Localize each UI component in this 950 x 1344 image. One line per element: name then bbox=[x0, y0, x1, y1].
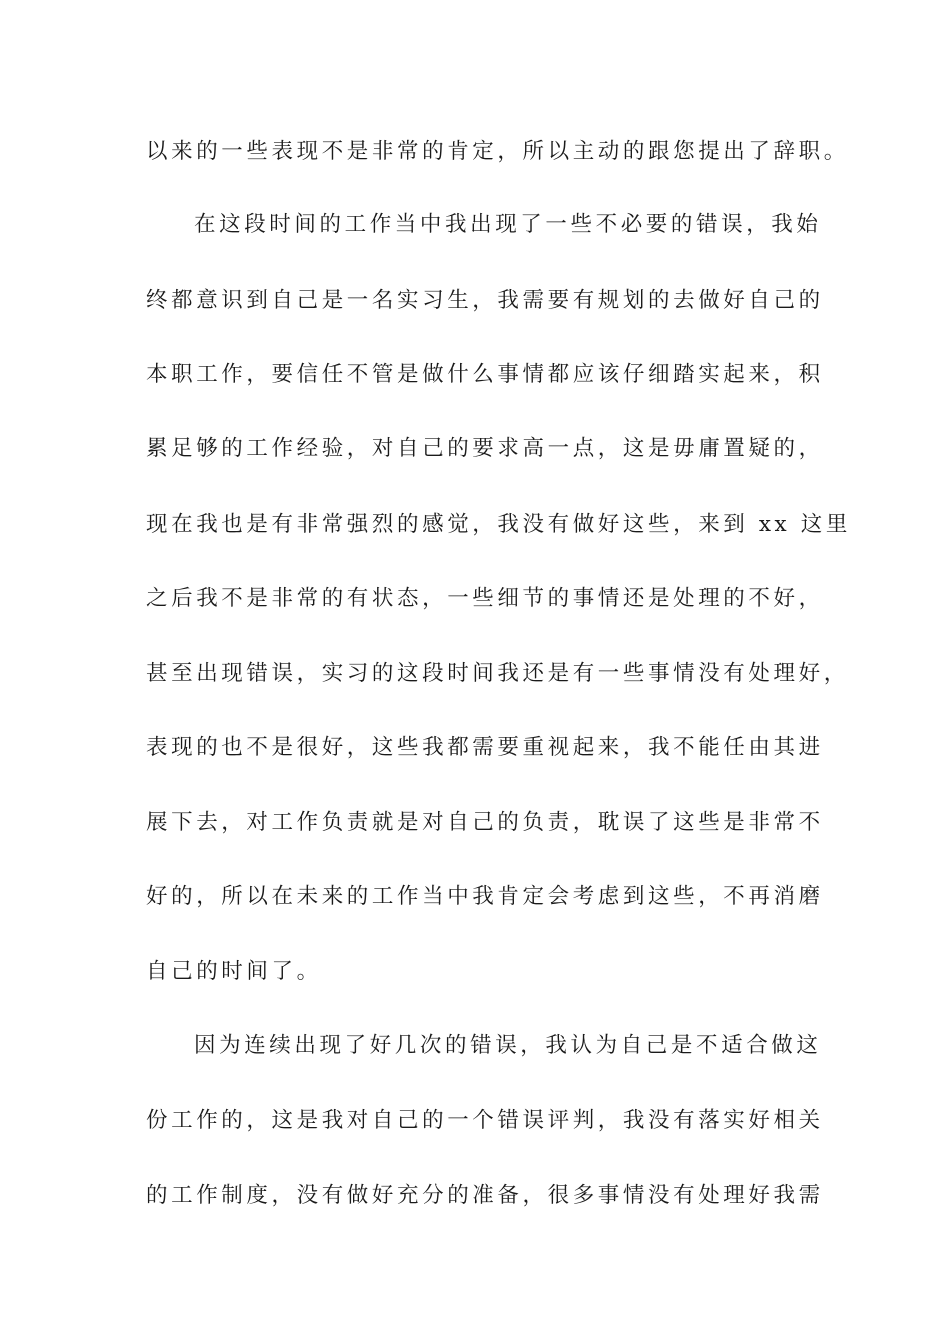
paragraph-start-line: 在这段时间的工作当中我出现了一些不必要的错误，我始 bbox=[194, 212, 822, 237]
text-line: 好的，所以在未来的工作当中我肯定会考虑到这些，不再消磨 bbox=[146, 884, 824, 909]
text-line: 份工作的，这是我对自己的一个错误评判，我没有落实好相关 bbox=[146, 1108, 824, 1133]
text-line: 的工作制度，没有做好充分的准备，很多事情没有处理好我需 bbox=[146, 1183, 824, 1208]
text-line: 甚至出现错误，实习的这段时间我还是有一些事情没有处理好， bbox=[146, 661, 849, 686]
text-line: 以来的一些表现不是非常的肯定，所以主动的跟您提出了辞职。 bbox=[146, 139, 849, 164]
text-line: 展下去，对工作负责就是对自己的负责，耽误了这些是非常不 bbox=[146, 810, 824, 835]
text-line: 自己的时间了。 bbox=[146, 959, 322, 984]
text-line: 本职工作，要信任不管是做什么事情都应该仔细踏实起来，积 bbox=[146, 362, 824, 387]
paragraph-start-line: 因为连续出现了好几次的错误，我认为自己是不适合做这 bbox=[194, 1033, 822, 1058]
text-line: 之后我不是非常的有状态，一些细节的事情还是处理的不好， bbox=[146, 586, 824, 611]
text-line: 现在我也是有非常强烈的感觉，我没有做好这些，来到 xx 这里 bbox=[146, 512, 851, 537]
text-line: 表现的也不是很好，这些我都需要重视起来，我不能任由其进 bbox=[146, 735, 824, 760]
text-line: 累足够的工作经验，对自己的要求高一点，这是毋庸置疑的， bbox=[146, 436, 824, 461]
text-line: 终都意识到自己是一名实习生，我需要有规划的去做好自己的 bbox=[146, 288, 824, 313]
